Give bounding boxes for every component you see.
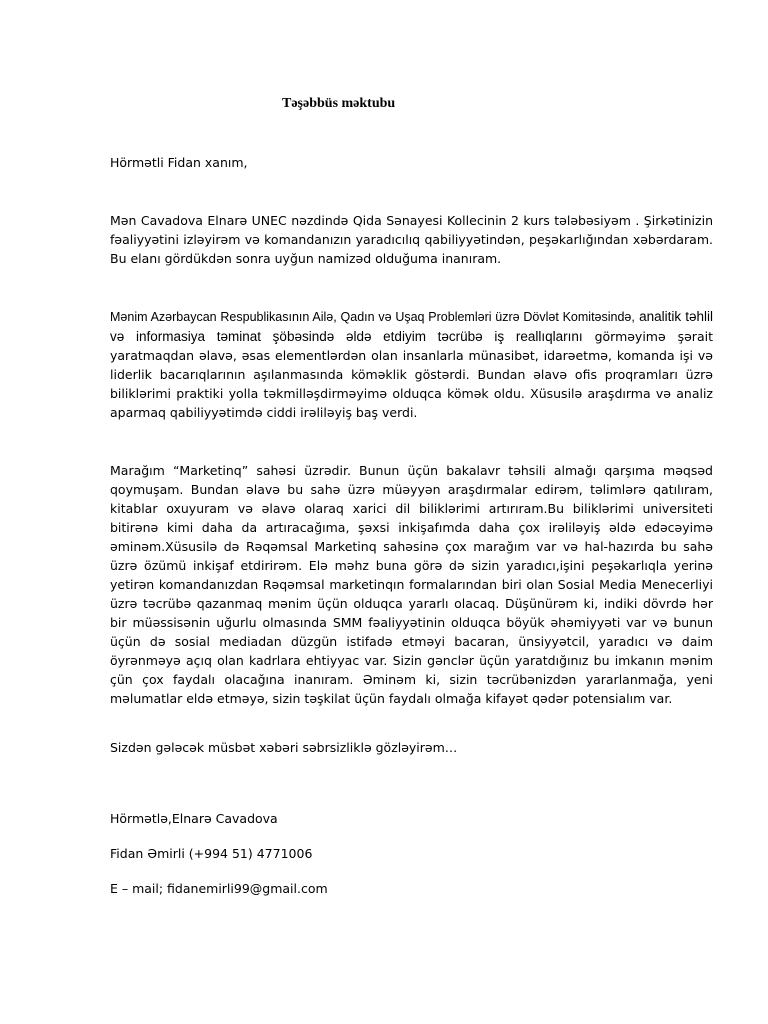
paragraph-experience-part2: analitik təhlil və informasiya təminat şöbəsində əldə etdiyim təcrübə iş reallıqlarını [110, 309, 713, 344]
paragraph-experience-part3: görməyimə şərait yaratmaqdan əlavə, əsas elementlərdən olan insanlarla münasibət, idarəetmə, komanda işi və liderlik bacarıqlarının aşılanmasında köməklik göstərdi. Bundan əlavə ofis proqramları üzrə biliklərimi praktiki yolla təkmilləşdirməyimə olduqca kömək oldu. Xüsusilə araşdırma və analiz aparmaq qabiliyyətimdə ciddi irəliləyiş baş verdi. [110, 329, 713, 420]
paragraph-interest: Marağım “Marketinq” sahəsi üzrədir. Bunun üçün bakalavr təhsili almağı qarşıma məqsəd qoymuşam. Bundan əlavə bu sahə üzrə müəyyən araşdırmalar edirəm, təlimlərə qatılıram, kitablar oxuyuram və əlavə olaraq xarici dil biliklərimi artırıram.Bu biliklərimi universiteti bitirənə kimi daha da artıracağıma, şəxsi inkişafımda daha çox irəliləyiş əldə edəcəyimə əminəm.Xüsusilə də Rəqəmsal Marketinq sahəsinə çox marağım var və hal-hazırda bu sahə üzrə özümü inkişaf etdirirəm. Elə məhz buna görə də sizin yaradıcı,işini peşəkarlıqla yerinə yetirən komandanızdan Rəqəmsal marketinqın formalarından biri olan Sosial Media Menecerliyi üzrə təcrübə qazanmaq mənim üçün olduqca yararlı olacaq. Düşünürəm ki, indiki dövrdə hər bir müəssisənin uğurlu olmasında SMM fəaliyyətinin olduqca böyük əhəmiyyəti var və bunun üçün də sosial mediadan düzgün istifadə etməyi bacaran, ünsiyyətcil, yaradıcı və daim öyrənməyə açıq olan kadrlara ehtiyyac var. Sizin gənclər üçün yaratdığınız bu imkanın mənim çün çox faydalı olacağına inanıram. Əminəm ki, sizin təcrübənizdən yararlanmağa, yeni məlumatlar eldə etməyə, sizin təşkilat üçün faydalı olmağa kifayət qədər potensialım var. [110, 463, 713, 706]
signature-phone: Fidan Əmirli (+994 51) 4771006 [110, 846, 313, 861]
paragraph-experience [110, 307, 713, 422]
closing-line: Sizdən gələcək müsbət xəbəri səbrsizliklə gözləyirəm… [110, 740, 458, 755]
signature-email: E – mail; fidanemirli99@gmail.com [110, 881, 328, 896]
letter-greeting: Hörmətli Fidan xanım, [110, 155, 248, 170]
signature-regards: Hörmətlə,Elnarə Cavadova [110, 811, 278, 826]
paragraph-experience-part1: Mənim Azərbaycan Respublikasının Ailə, Qadın və Uşaq Problemləri üzrə Dövlət Komitəsində, [110, 310, 635, 324]
letter-title: Təşəbbüs məktubu [282, 96, 396, 111]
paragraph-introduction: Mən Cavadova Elnarə UNEC nəzdində Qida Sənayesi Kollecinin 2 kurs tələbəsiyəm . Şirkətinizin fəaliyyətini izləyirəm və komandanızın yaradıcılıq qabiliyyətindən, peşəkarlığından xəbərdaram. Bu elanı gördükdən sonra uyğun namizəd olduğuma inanıram. [110, 213, 713, 266]
